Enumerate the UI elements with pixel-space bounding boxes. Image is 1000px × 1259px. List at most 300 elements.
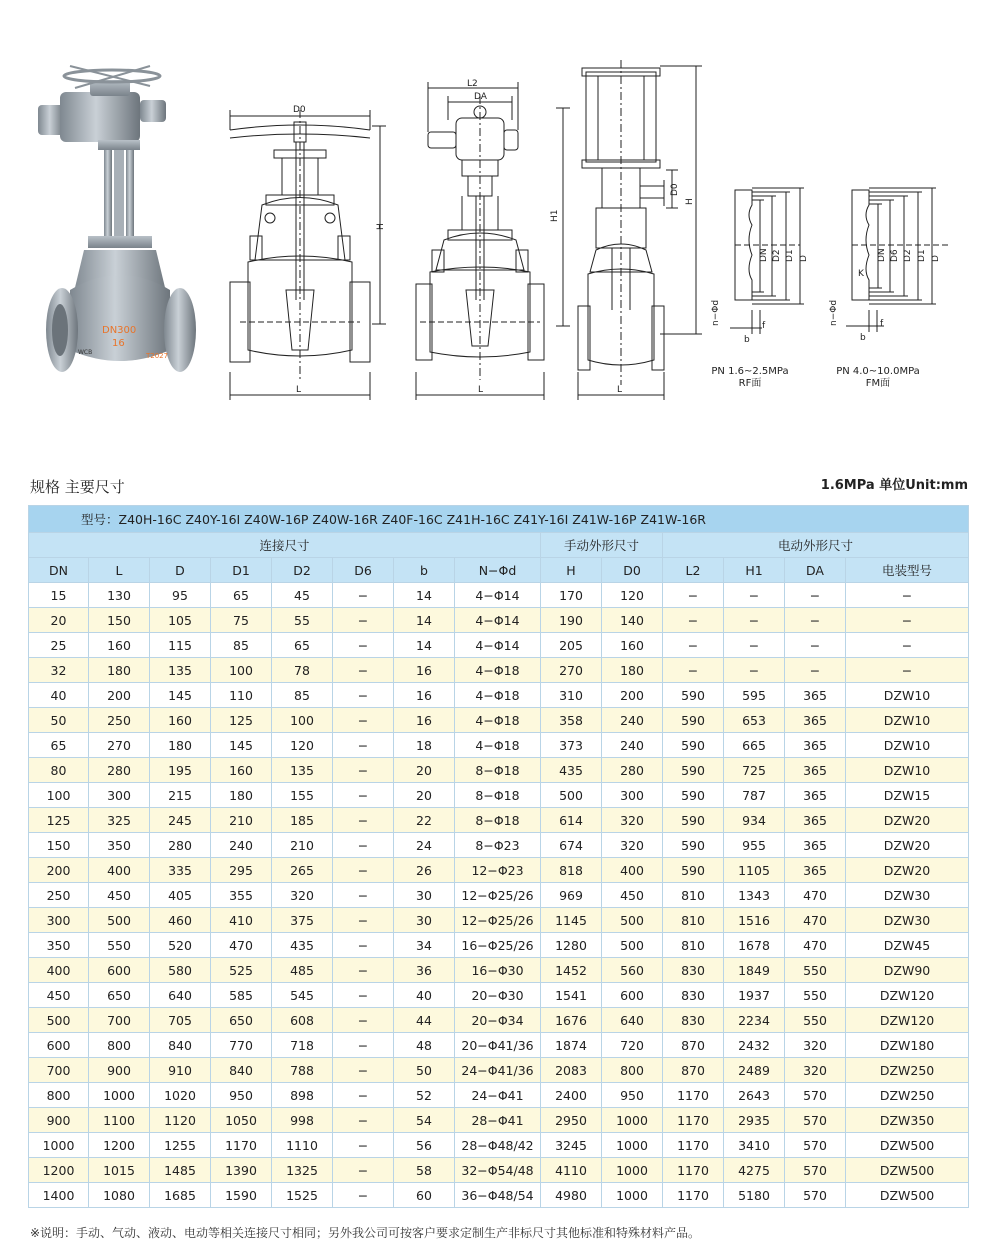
- table-cell: 373: [541, 733, 602, 758]
- table-cell: 210: [272, 833, 333, 858]
- table-cell: 450: [29, 983, 89, 1008]
- table-cell: 300: [602, 783, 663, 808]
- table-cell: 3245: [541, 1133, 602, 1158]
- fm-d1-label: D1: [917, 249, 927, 262]
- table-cell: 725: [724, 758, 785, 783]
- table-cell: 600: [89, 958, 150, 983]
- table-cell: 1105: [724, 858, 785, 883]
- table-cell: 500: [89, 908, 150, 933]
- table-cell: 1325: [272, 1158, 333, 1183]
- table-cell: 325: [89, 808, 150, 833]
- table-row: [29, 733, 969, 758]
- table-cell: 1874: [541, 1033, 602, 1058]
- table-cell: 160: [150, 708, 211, 733]
- table-cell: 350: [29, 933, 89, 958]
- table-cell: 545: [272, 983, 333, 1008]
- table-cell: 265: [272, 858, 333, 883]
- table-cell: 320: [602, 808, 663, 833]
- table-cell: 350: [89, 833, 150, 858]
- table-cell: 125: [29, 808, 89, 833]
- table-cell: 570: [785, 1158, 846, 1183]
- table-cell: 1390: [211, 1158, 272, 1183]
- electric-l-label: L: [478, 385, 484, 395]
- table-cell: −: [724, 583, 785, 608]
- model-row: 型号：Z40H-16C Z40Y-16I Z40W-16P Z40W-16R Z40F-16C Z41H-16C Z41Y-16I Z41W-16P Z41W-16R: [29, 506, 969, 533]
- table-cell: 365: [785, 758, 846, 783]
- table-cell: 550: [785, 958, 846, 983]
- table-cell: 600: [602, 983, 663, 1008]
- table-cell: 135: [150, 658, 211, 683]
- table-cell: 24: [394, 833, 455, 858]
- table-cell: 240: [602, 708, 663, 733]
- table-cell: 240: [602, 733, 663, 758]
- table-cell: 665: [724, 733, 785, 758]
- table-cell: 4−Φ18: [455, 708, 541, 733]
- table-row: [29, 658, 969, 683]
- table-cell: 1100: [89, 1108, 150, 1133]
- table-cell: 1170: [663, 1133, 724, 1158]
- table-cell: 16−Φ25/26: [455, 933, 541, 958]
- table-cell: 78: [272, 658, 333, 683]
- table-cell: DZW500: [846, 1133, 969, 1158]
- table-cell: 155: [272, 783, 333, 808]
- table-cell: −: [333, 1008, 394, 1033]
- table-cell: 125: [211, 708, 272, 733]
- table-cell: 1590: [211, 1183, 272, 1208]
- table-cell: 12−Φ25/26: [455, 883, 541, 908]
- table-cell: 160: [89, 633, 150, 658]
- table-cell: 720: [602, 1033, 663, 1058]
- table-cell: DZW20: [846, 858, 969, 883]
- table-cell: DZW500: [846, 1158, 969, 1183]
- table-cell: −: [333, 858, 394, 883]
- table-cell: 100: [211, 658, 272, 683]
- table-cell: 650: [89, 983, 150, 1008]
- table-cell: −: [333, 908, 394, 933]
- table-cell: 4275: [724, 1158, 785, 1183]
- table-cell: 5180: [724, 1183, 785, 1208]
- table-row: [29, 1158, 969, 1183]
- table-cell: 365: [785, 833, 846, 858]
- table-cell: −: [333, 608, 394, 633]
- table-cell: 1525: [272, 1183, 333, 1208]
- table-cell: −: [724, 658, 785, 683]
- table-cell: 1849: [724, 958, 785, 983]
- pneumatic-h-label: H: [685, 198, 695, 205]
- table-cell: 1485: [150, 1158, 211, 1183]
- table-cell: 1000: [602, 1158, 663, 1183]
- table-cell: 295: [211, 858, 272, 883]
- table-cell: 190: [541, 608, 602, 633]
- table-cell: 2489: [724, 1058, 785, 1083]
- column-header: H: [541, 558, 602, 583]
- drawings-svg: [0, 0, 1000, 420]
- table-cell: DZW250: [846, 1058, 969, 1083]
- unit-label: 1.6MPa 单位Unit:mm: [820, 478, 968, 493]
- table-cell: 355: [211, 883, 272, 908]
- table-cell: 1050: [211, 1108, 272, 1133]
- table-cell: 210: [211, 808, 272, 833]
- table-cell: 2950: [541, 1108, 602, 1133]
- table-cell: 500: [29, 1008, 89, 1033]
- table-cell: 700: [89, 1008, 150, 1033]
- table-cell: 870: [663, 1058, 724, 1083]
- footnote: ※说明：手动、气动、液动、电动等相关连接尺寸相同；另外我公司可按客户要求定制生产非标尺寸其他标准和特殊材料产品。: [30, 1226, 701, 1240]
- table-cell: 170: [541, 583, 602, 608]
- table-cell: 22: [394, 808, 455, 833]
- table-cell: 16: [394, 658, 455, 683]
- table-cell: 900: [29, 1108, 89, 1133]
- table-cell: DZW15: [846, 783, 969, 808]
- table-cell: 1170: [663, 1158, 724, 1183]
- table-cell: 570: [785, 1133, 846, 1158]
- table-cell: 400: [602, 858, 663, 883]
- table-cell: 250: [89, 708, 150, 733]
- electric-l2-label: L2: [467, 79, 478, 89]
- fm-d6-label: D6: [890, 249, 900, 262]
- table-cell: 16−Φ30: [455, 958, 541, 983]
- column-header: L2: [663, 558, 724, 583]
- table-cell: 1110: [272, 1133, 333, 1158]
- table-cell: 4−Φ14: [455, 608, 541, 633]
- table-cell: 320: [602, 833, 663, 858]
- table-cell: 1676: [541, 1008, 602, 1033]
- table-cell: −: [333, 1058, 394, 1083]
- table-row: [29, 783, 969, 808]
- table-cell: 1937: [724, 983, 785, 1008]
- table-cell: 280: [150, 833, 211, 858]
- technical-drawings: [0, 0, 1000, 420]
- table-cell: DZW350: [846, 1108, 969, 1133]
- table-cell: 450: [89, 883, 150, 908]
- rf-d-label: D: [799, 255, 809, 262]
- table-cell: 840: [150, 1033, 211, 1058]
- table-cell: 585: [211, 983, 272, 1008]
- table-cell: −: [785, 583, 846, 608]
- table-cell: 1255: [150, 1133, 211, 1158]
- table-cell: 1200: [89, 1133, 150, 1158]
- table-cell: 20: [29, 608, 89, 633]
- manual-d0-label: D0: [293, 105, 306, 115]
- table-cell: 120: [602, 583, 663, 608]
- table-cell: 110: [211, 683, 272, 708]
- table-cell: 485: [272, 958, 333, 983]
- table-cell: 20−Φ34: [455, 1008, 541, 1033]
- table-cell: 28−Φ41: [455, 1108, 541, 1133]
- table-cell: 1020: [150, 1083, 211, 1108]
- table-cell: 770: [211, 1033, 272, 1058]
- table-cell: 205: [541, 633, 602, 658]
- rf-dn-label: DN: [759, 248, 769, 262]
- table-cell: 1000: [602, 1183, 663, 1208]
- table-cell: 525: [211, 958, 272, 983]
- table-cell: 590: [663, 858, 724, 883]
- table-cell: 470: [211, 933, 272, 958]
- table-cell: 65: [211, 583, 272, 608]
- table-cell: DZW30: [846, 883, 969, 908]
- table-cell: DZW250: [846, 1083, 969, 1108]
- table-row: [29, 683, 969, 708]
- table-cell: 435: [272, 933, 333, 958]
- table-cell: 718: [272, 1033, 333, 1058]
- table-cell: 1145: [541, 908, 602, 933]
- table-cell: 34: [394, 933, 455, 958]
- table-cell: 215: [150, 783, 211, 808]
- table-cell: 898: [272, 1083, 333, 1108]
- column-header: D2: [272, 558, 333, 583]
- table-cell: 270: [541, 658, 602, 683]
- group-electric: 电动外形尺寸: [663, 533, 969, 558]
- table-cell: 450: [602, 883, 663, 908]
- table-cell: 195: [150, 758, 211, 783]
- table-cell: 320: [272, 883, 333, 908]
- table-cell: 570: [785, 1183, 846, 1208]
- fm-f-label: f: [880, 319, 884, 329]
- table-cell: 200: [89, 683, 150, 708]
- table-cell: 20−Φ41/36: [455, 1033, 541, 1058]
- table-cell: 4−Φ18: [455, 658, 541, 683]
- table-cell: 375: [272, 908, 333, 933]
- table-cell: −: [333, 683, 394, 708]
- rf-b-label: b: [744, 335, 750, 345]
- table-cell: −: [333, 1083, 394, 1108]
- table-cell: 900: [89, 1058, 150, 1083]
- table-cell: 310: [541, 683, 602, 708]
- table-cell: −: [333, 583, 394, 608]
- table-cell: 1170: [211, 1133, 272, 1158]
- table-row: [29, 758, 969, 783]
- group-manual: 手动外形尺寸: [541, 533, 663, 558]
- table-row: [29, 1083, 969, 1108]
- electric-valve-drawing: [416, 82, 570, 400]
- table-row: [29, 633, 969, 658]
- table-cell: −: [333, 708, 394, 733]
- table-cell: DZW30: [846, 908, 969, 933]
- electric-h1-label: H1: [550, 209, 560, 222]
- table-cell: −: [663, 633, 724, 658]
- table-cell: 830: [663, 1008, 724, 1033]
- table-cell: 570: [785, 1083, 846, 1108]
- table-cell: 135: [272, 758, 333, 783]
- table-cell: 1280: [541, 933, 602, 958]
- table-cell: 550: [785, 983, 846, 1008]
- table-cell: 12−Φ23: [455, 858, 541, 883]
- table-cell: 1343: [724, 883, 785, 908]
- table-cell: −: [333, 733, 394, 758]
- table-row: [29, 858, 969, 883]
- table-cell: 160: [602, 633, 663, 658]
- table-cell: −: [333, 1133, 394, 1158]
- table-cell: 130: [89, 583, 150, 608]
- fm-caption-pressure: PN 4.0~10.0MPa: [836, 366, 920, 377]
- table-cell: 180: [602, 658, 663, 683]
- table-cell: 80: [29, 758, 89, 783]
- table-cell: 14: [394, 583, 455, 608]
- table-cell: −: [663, 658, 724, 683]
- table-cell: 20: [394, 758, 455, 783]
- table-cell: 590: [663, 808, 724, 833]
- table-cell: 1000: [602, 1133, 663, 1158]
- table-cell: 16: [394, 683, 455, 708]
- pneumatic-d0-label: D0: [670, 183, 680, 196]
- fm-b-label: b: [860, 333, 866, 343]
- dimension-table: [28, 505, 969, 1208]
- table-cell: 65: [29, 733, 89, 758]
- table-cell: 405: [150, 883, 211, 908]
- table-cell: 50: [29, 708, 89, 733]
- table-cell: −: [333, 658, 394, 683]
- table-cell: 410: [211, 908, 272, 933]
- table-cell: DZW120: [846, 983, 969, 1008]
- table-cell: −: [333, 808, 394, 833]
- table-cell: 1452: [541, 958, 602, 983]
- table-cell: 500: [541, 783, 602, 808]
- table-cell: 1541: [541, 983, 602, 1008]
- table-cell: 44: [394, 1008, 455, 1033]
- table-cell: 705: [150, 1008, 211, 1033]
- table-cell: DZW10: [846, 733, 969, 758]
- table-cell: 800: [602, 1058, 663, 1083]
- table-cell: 969: [541, 883, 602, 908]
- fm-d2-label: D2: [903, 249, 913, 262]
- table-row: [29, 933, 969, 958]
- column-header: DN: [29, 558, 89, 583]
- table-cell: 2083: [541, 1058, 602, 1083]
- table-cell: 600: [29, 1033, 89, 1058]
- table-cell: 8−Φ18: [455, 783, 541, 808]
- column-header: 电装型号: [846, 558, 969, 583]
- table-cell: −: [333, 958, 394, 983]
- table-cell: 300: [29, 908, 89, 933]
- table-cell: 580: [150, 958, 211, 983]
- table-cell: 12−Φ25/26: [455, 908, 541, 933]
- photo-pn-marking: 16: [112, 338, 125, 349]
- table-cell: 120: [272, 733, 333, 758]
- table-cell: 4110: [541, 1158, 602, 1183]
- table-cell: 245: [150, 808, 211, 833]
- column-header: N−Φd: [455, 558, 541, 583]
- table-cell: 54: [394, 1108, 455, 1133]
- table-cell: 85: [211, 633, 272, 658]
- rf-f-label: f: [762, 321, 766, 331]
- table-cell: 20−Φ30: [455, 983, 541, 1008]
- rf-caption-pressure: PN 1.6~2.5MPa: [711, 366, 789, 377]
- table-cell: 140: [602, 608, 663, 633]
- rf-nd-label: n−Φd: [711, 299, 721, 326]
- table-cell: 998: [272, 1108, 333, 1133]
- table-cell: −: [333, 883, 394, 908]
- table-cell: 3410: [724, 1133, 785, 1158]
- pneumatic-l-label: L: [617, 385, 623, 395]
- table-cell: 365: [785, 858, 846, 883]
- photo-material-tag: WCB: [78, 349, 93, 356]
- column-header: DA: [785, 558, 846, 583]
- table-cell: 830: [663, 958, 724, 983]
- table-cell: 24−Φ41: [455, 1083, 541, 1108]
- table-body: [29, 583, 969, 1208]
- table-cell: 28−Φ48/42: [455, 1133, 541, 1158]
- table-cell: 550: [785, 1008, 846, 1033]
- table-cell: 145: [211, 733, 272, 758]
- table-cell: 185: [272, 808, 333, 833]
- table-row: [29, 958, 969, 983]
- table-cell: DZW10: [846, 758, 969, 783]
- table-cell: 335: [150, 858, 211, 883]
- table-cell: 85: [272, 683, 333, 708]
- table-cell: 955: [724, 833, 785, 858]
- table-cell: 180: [150, 733, 211, 758]
- table-cell: 1400: [29, 1183, 89, 1208]
- table-cell: 590: [663, 683, 724, 708]
- pneumatic-valve-drawing: [578, 60, 702, 400]
- table-cell: 590: [663, 758, 724, 783]
- table-cell: 180: [89, 658, 150, 683]
- table-cell: 950: [211, 1083, 272, 1108]
- table-cell: 250: [29, 883, 89, 908]
- table-cell: 650: [211, 1008, 272, 1033]
- table-cell: 590: [663, 733, 724, 758]
- table-cell: 4−Φ18: [455, 683, 541, 708]
- table-row: [29, 608, 969, 633]
- table-cell: 270: [89, 733, 150, 758]
- table-cell: 75: [211, 608, 272, 633]
- table-row: [29, 1183, 969, 1208]
- table-cell: 840: [211, 1058, 272, 1083]
- table-cell: 1678: [724, 933, 785, 958]
- table-cell: 180: [211, 783, 272, 808]
- table-cell: 560: [602, 958, 663, 983]
- table-cell: 4−Φ18: [455, 733, 541, 758]
- fm-k-label: K: [858, 269, 864, 279]
- table-cell: 614: [541, 808, 602, 833]
- valve-photo: [38, 66, 196, 372]
- rf-d1-label: D1: [785, 249, 795, 262]
- table-cell: 365: [785, 733, 846, 758]
- table-cell: 400: [29, 958, 89, 983]
- table-cell: 15: [29, 583, 89, 608]
- table-cell: DZW120: [846, 1008, 969, 1033]
- table-cell: 4−Φ14: [455, 583, 541, 608]
- table-cell: 280: [602, 758, 663, 783]
- table-cell: DZW500: [846, 1183, 969, 1208]
- table-cell: 950: [602, 1083, 663, 1108]
- table-cell: 810: [663, 908, 724, 933]
- table-cell: −: [333, 758, 394, 783]
- table-cell: 1000: [602, 1108, 663, 1133]
- table-cell: 40: [29, 683, 89, 708]
- table-cell: DZW10: [846, 683, 969, 708]
- table-cell: −: [333, 933, 394, 958]
- table-cell: 48: [394, 1033, 455, 1058]
- table-cell: 105: [150, 608, 211, 633]
- table-cell: 115: [150, 633, 211, 658]
- table-cell: 590: [663, 783, 724, 808]
- column-header: L: [89, 558, 150, 583]
- column-header: b: [394, 558, 455, 583]
- table-cell: 24−Φ41/36: [455, 1058, 541, 1083]
- table-cell: 18: [394, 733, 455, 758]
- table-cell: 570: [785, 1108, 846, 1133]
- table-cell: 160: [211, 758, 272, 783]
- column-header: H1: [724, 558, 785, 583]
- table-cell: 1000: [89, 1083, 150, 1108]
- table-cell: DZW90: [846, 958, 969, 983]
- table-cell: 1516: [724, 908, 785, 933]
- table-cell: 435: [541, 758, 602, 783]
- table-cell: 400: [89, 858, 150, 883]
- table-cell: 2935: [724, 1108, 785, 1133]
- table-row: [29, 883, 969, 908]
